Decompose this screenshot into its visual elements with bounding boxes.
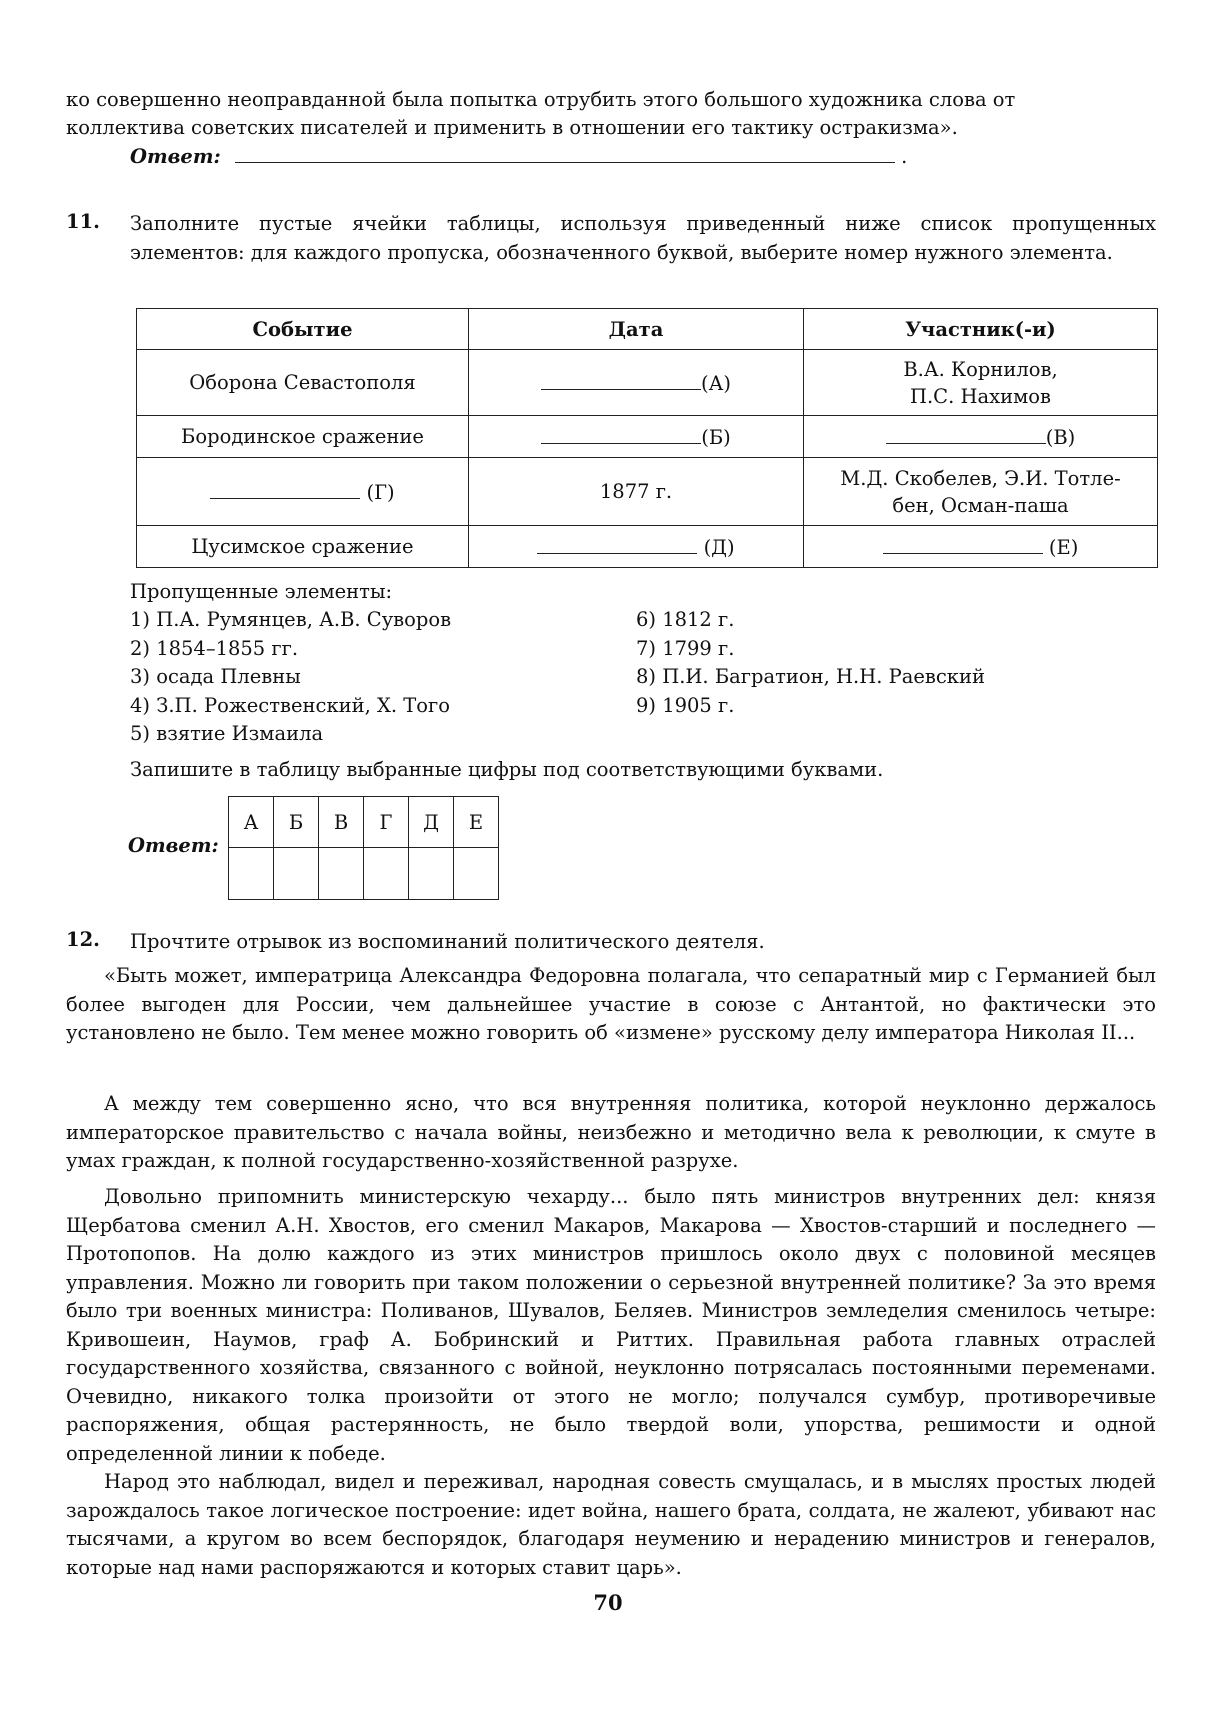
top-answer-row <box>130 142 907 172</box>
answer-letter: Д <box>409 797 454 848</box>
answer-cell[interactable] <box>364 848 409 900</box>
answer-label: Ответ: <box>130 145 221 168</box>
blank-line[interactable] <box>537 533 697 554</box>
table-row <box>137 416 1158 458</box>
blank-line[interactable] <box>883 533 1043 554</box>
top-fragment-line2: коллектива советских писателей и применить в отношении его тактику остракизма». <box>66 116 958 139</box>
cell-event: Оборона Севастополя <box>137 350 469 416</box>
question-12-number: 12. <box>66 928 100 951</box>
blank-letter: (Е) <box>1048 535 1079 559</box>
answer-grid <box>228 796 499 900</box>
quote-paragraph-4: Народ это наблюдал, видел и переживал, народная совесть смущалась, и в мыслях простых людей зарождалось такое логическое построение: идет война, нашего брата, солдата, не жалеют, убивают нас тысячами, а кругом во всем беспорядок, благодаря неумению и нерадению министров и генералов, которые над нами распоряжаются и которых ставит царь». <box>66 1470 1156 1579</box>
participants-line: бен, Осман-паша <box>892 493 1069 517</box>
cell-date <box>469 350 804 416</box>
answer-line[interactable] <box>235 142 895 163</box>
cell-event: Цусимское сражение <box>137 526 469 568</box>
blank-line[interactable] <box>541 423 701 444</box>
blank-letter: (Б) <box>701 425 731 449</box>
question-11-instruction: Заполните пустые ячейки таблицы, используя приведенный ниже список пропущенных элементов: для каждого пропуска, обозначенного буквой, выберите номер нужного элемента. <box>130 212 1156 264</box>
blank-line[interactable] <box>886 423 1046 444</box>
blank-line[interactable] <box>210 478 360 499</box>
top-fragment-line1: ко совершенно неоправданной была попытка отрубить этого большого художника слова от <box>66 88 1016 111</box>
write-instruction: Запишите в таблицу выбранные цифры под соответствующими буквами. <box>130 758 884 781</box>
answer-letters-row <box>229 797 499 848</box>
events-table <box>136 308 1158 568</box>
table-header-row <box>137 309 1158 350</box>
cell-participants <box>804 416 1158 458</box>
table-row <box>137 350 1158 416</box>
participants-line: П.С. Нахимов <box>909 384 1052 408</box>
list-item: 4) З.П. Рожественский, Х. Того <box>130 693 451 717</box>
missing-list-right <box>636 606 985 720</box>
answer-cell[interactable] <box>274 848 319 900</box>
participants-line: В.А. Корнилов, <box>903 357 1058 381</box>
header-participants: Участник(-и) <box>804 309 1158 350</box>
list-item: 8) П.И. Багратион, Н.Н. Раевский <box>636 665 985 688</box>
quote-paragraph-3: Довольно припомнить министерскую чехарду... было пять министров внутренних дел: князя Щербатова сменил А.Н. Хвостов, его сменил Макаров, Макарова — Хвостов-старший и последнего — Протопопов. На долю каждого из этих министров пришлось около двух с половиной месяцев управления. Можно ли говорить при таком положении о серьезной внутренней политике? За это время было три военных министра: Поливанов, Шувалов, Беляев. Министров земледелия сменилось четыре: Кривошеин, Наумов, граф А. Бобринский и Риттих. Правильная работа главных отраслей государственного хозяйства, связанного с войной, неуклонно потрясалась постоянными переменами. Очевидно, никакого толка произойти от этого не могло; получался сумбур, противоречивые распоряжения, общая растерянность, не было твердой воли, упорства, решимости и одной определенной линии к победе. <box>66 1185 1156 1465</box>
cell-event: Бородинское сражение <box>137 416 469 458</box>
list-item: 9) 1905 г. <box>636 693 735 717</box>
answer-letter: Г <box>364 797 409 848</box>
list-item: 6) 1812 г. <box>636 608 735 631</box>
cell-participants <box>804 526 1158 568</box>
quote-paragraph-2: А между тем совершенно ясно, что вся внутренняя политика, которой неуклонно держалось императорское правительство с начала войны, неизбежно и методично вела к революции, к смуте в умах граждан, к полной государственно-хозяйственной разрухе. <box>66 1092 1156 1172</box>
cell-date <box>469 526 804 568</box>
blank-letter: (Г) <box>366 480 395 504</box>
list-item: 7) 1799 г. <box>636 636 735 660</box>
answer-cell[interactable] <box>319 848 364 900</box>
answer-letter: Б <box>274 797 319 848</box>
answer-cell[interactable] <box>454 848 499 900</box>
cell-date <box>469 416 804 458</box>
missing-list-left <box>130 606 451 749</box>
cell-participants <box>804 458 1158 526</box>
blank-line[interactable] <box>541 369 701 390</box>
quote-paragraph-1: «Быть может, императрица Александра Федоровна полагала, что сепаратный мир с Германией был более выгоден для России, чем дальнейшее участие в союзе с Антантой, но фактически это установлено не было. Тем менее можно говорить об «измене» русскому делу императора Николая II... <box>66 964 1156 1044</box>
blank-letter: (В) <box>1045 425 1076 449</box>
table-row <box>137 458 1158 526</box>
answer-letter: Е <box>454 797 499 848</box>
participants-line: М.Д. Скобелев, Э.И. Тотле- <box>840 466 1121 490</box>
answer-cell[interactable] <box>409 848 454 900</box>
answer-period: . <box>901 145 908 168</box>
blank-letter: (Д) <box>703 535 735 559</box>
page-number: 70 <box>593 1590 623 1615</box>
list-item: 5) взятие Измаила <box>130 722 324 745</box>
question-11-number: 11. <box>66 210 100 233</box>
answer-label: Ответ: <box>128 834 219 857</box>
list-item: 3) осада Плевны <box>130 665 301 688</box>
answer-input-row <box>229 848 499 900</box>
answer-letter: А <box>229 797 274 848</box>
answer-cell[interactable] <box>229 848 274 900</box>
cell-event <box>137 458 469 526</box>
list-item: 2) 1854–1855 гг. <box>130 636 299 660</box>
cell-date: 1877 г. <box>469 458 804 526</box>
missing-elements-title: Пропущенные элементы: <box>130 580 393 603</box>
table-row <box>137 526 1158 568</box>
header-event: Событие <box>137 309 469 350</box>
question-12-instruction: Прочтите отрывок из воспоминаний политического деятеля. <box>130 930 765 953</box>
list-item: 1) П.А. Румянцев, А.В. Суворов <box>130 608 452 631</box>
blank-letter: (А) <box>701 371 731 395</box>
answer-letter: В <box>319 797 364 848</box>
header-date: Дата <box>469 309 804 350</box>
cell-participants <box>804 350 1158 416</box>
